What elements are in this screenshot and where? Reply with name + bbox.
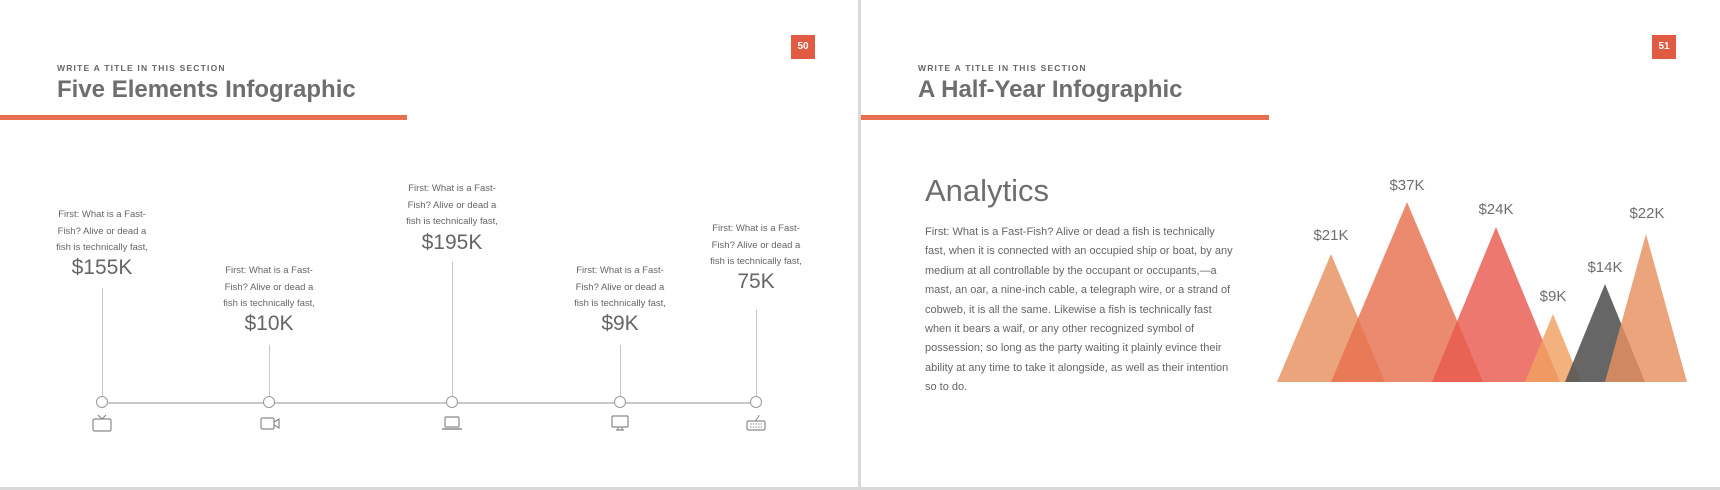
timeline-stem: [452, 262, 453, 398]
page-number-badge: 50: [791, 35, 815, 59]
slide-half-year: [861, 0, 1720, 487]
timeline-stem: [269, 345, 270, 398]
timeline-item-text: First: What is a Fast- Fish? Alive or dead a fish is technically fast,: [56, 209, 148, 253]
timeline-item-text: First: What is a Fast- Fish? Alive or dead a fish is technically fast,: [574, 265, 666, 309]
timeline-dot: [263, 396, 275, 408]
slide-title: A Half-Year Infographic: [918, 76, 1183, 103]
timeline-dot: [750, 396, 762, 408]
section-label: WRITE A TITLE IN THIS SECTION: [57, 63, 226, 73]
slide-five-elements: [0, 0, 858, 487]
triangle-label: $21K: [1313, 227, 1349, 244]
triangle-label: $14K: [1587, 259, 1623, 276]
timeline-dot: [614, 396, 626, 408]
timeline-item-value: $195K: [421, 231, 483, 254]
timeline-item-text: First: What is a Fast- Fish? Alive or dead a fish is technically fast,: [710, 223, 802, 267]
timeline-item-text: First: What is a Fast- Fish? Alive or dead a fish is technically fast,: [223, 265, 315, 309]
mountain-chart: [861, 0, 1720, 487]
timeline-item-value: $155K: [71, 256, 133, 279]
triangle-label: $22K: [1629, 205, 1665, 222]
desktop-monitor-icon: [609, 414, 631, 432]
timeline-item-text: First: What is a Fast- Fish? Alive or dead a fish is technically fast,: [406, 183, 498, 227]
slide-title: Five Elements Infographic: [57, 76, 356, 103]
timeline-dot: [446, 396, 458, 408]
timeline-stem: [620, 345, 621, 398]
triangle-label: $24K: [1478, 201, 1514, 218]
timeline-dot: [96, 396, 108, 408]
analytics-body-text: First: What is a Fast-Fish? Alive or dead a fish is technically fast, when it is connected with an occupied ship or boat, by any medium at all controllable by the occupant or occupants,—a mast, an oar, a nine-inch cable, a telegraph wire, or a strand of cobweb, it is all the same. Likewise a fish is technically fast when it bears a waif, or any other recognized symbol of possession; so long as the party waiting it plainly evince their ability at any time to take it alongside, as well as their intention so to do.: [925, 226, 1233, 394]
triangle-label: $9K: [1539, 288, 1567, 305]
laptop-icon: [441, 414, 463, 432]
triangle-mark: [1605, 234, 1687, 382]
page-number-badge: 51: [1652, 35, 1676, 59]
analytics-heading: Analytics: [925, 173, 1050, 208]
timeline-stem: [756, 310, 757, 398]
timeline-line: [102, 402, 756, 404]
timeline-item-value: $9K: [601, 312, 639, 335]
timeline-item-value: $10K: [244, 312, 294, 335]
triangle-label: $37K: [1389, 177, 1425, 194]
tv-icon: [91, 414, 113, 432]
video-camera-icon: [259, 414, 281, 432]
section-label: WRITE A TITLE IN THIS SECTION: [918, 63, 1087, 73]
title-underline: [0, 115, 407, 120]
timeline-item-value: 75K: [737, 270, 775, 293]
timeline-stem: [102, 288, 103, 398]
keyboard-icon: [745, 414, 767, 432]
